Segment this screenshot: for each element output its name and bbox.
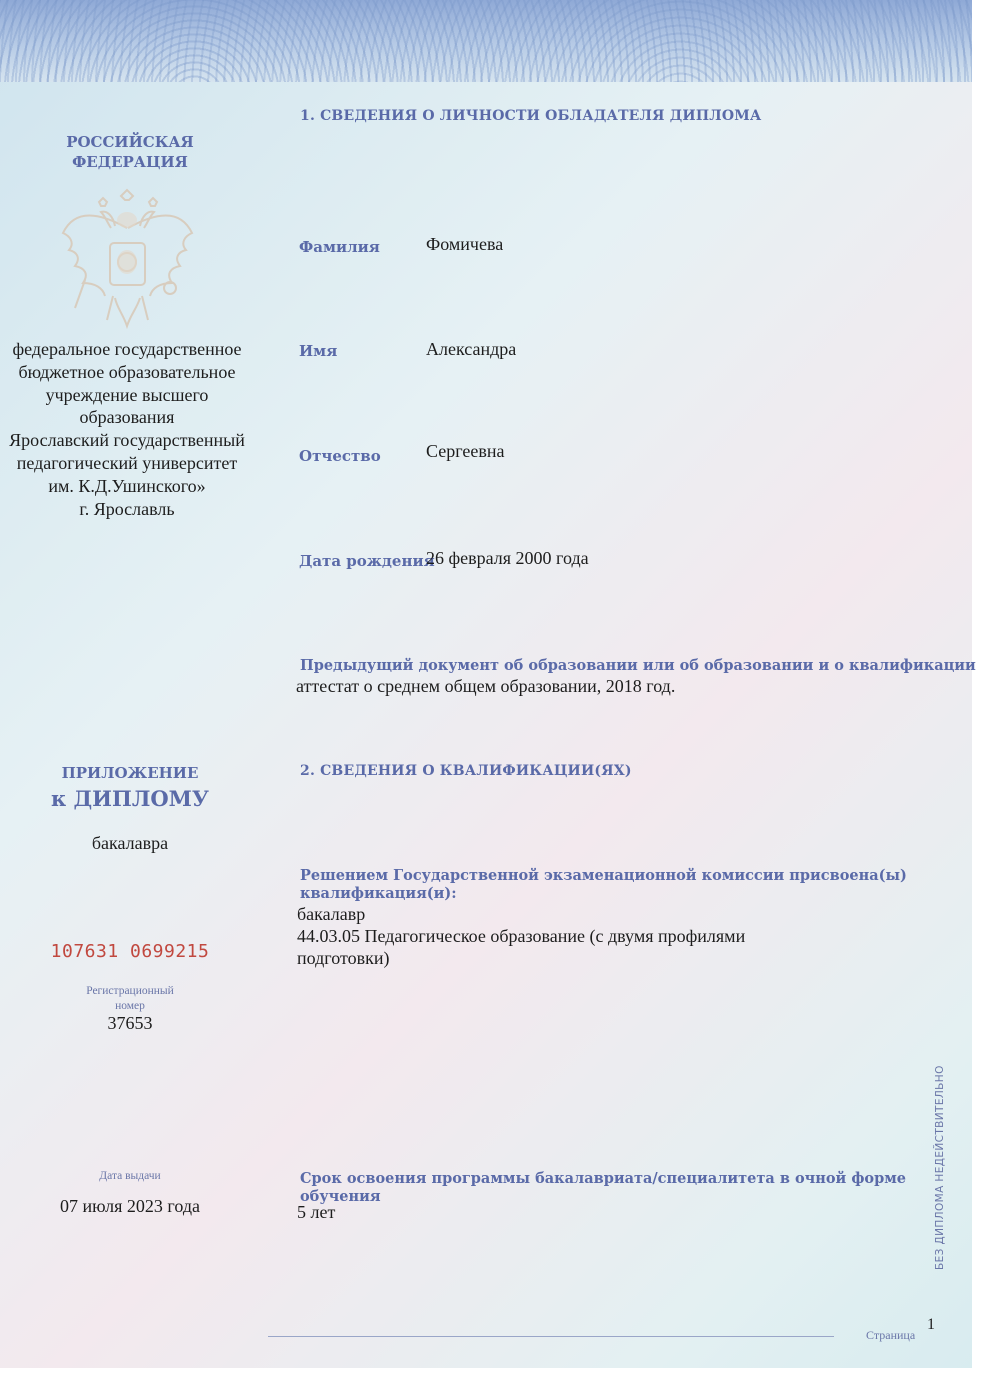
patronymic-label: Отчество [299, 447, 381, 465]
study-duration-value: 5 лет [297, 1202, 336, 1222]
qualification-value [297, 903, 745, 969]
name-value: Александра [426, 339, 517, 359]
org-line: бюджетное образовательное [18, 361, 236, 382]
qualification-line-1: бакалавр [297, 904, 366, 924]
section-2-title: 2. СВЕДЕНИЯ О КВАЛИФИКАЦИИ(ЯХ) [300, 763, 632, 779]
patronymic-value: Сергеевна [426, 441, 505, 461]
country-heading [0, 132, 260, 172]
org-line: учреждение высшего [45, 384, 209, 405]
registration-number-label [0, 984, 260, 1014]
issue-date: 07 июля 2023 года [60, 1196, 200, 1216]
country-line-1: РОССИЙСКАЯ [66, 133, 194, 151]
registration-label-line-1: Регистрационный [86, 985, 174, 997]
appendix-title-line-1: ПРИЛОЖЕНИЕ [61, 764, 199, 782]
study-duration-label [300, 1170, 906, 1206]
decorative-top-band [0, 0, 972, 82]
name-label: Имя [299, 342, 338, 360]
org-line: им. К.Д.Ушинского» [48, 475, 206, 496]
org-line: образования [79, 407, 175, 428]
country-line-2: ФЕДЕРАЦИЯ [72, 153, 188, 171]
qualification-line-3: подготовки) [297, 948, 390, 968]
birth-date-label: Дата рождения [299, 552, 435, 570]
previous-document-label: Предыдущий документ об образовании или об образовании и о квалификации [300, 657, 976, 674]
validity-note: БЕЗ ДИПЛОМА НЕДЕЙСТВИТЕЛЬНО [934, 1065, 946, 1270]
page-margin-right [972, 0, 1000, 1376]
page-label: Страница [866, 1328, 916, 1342]
org-line: г. Ярославль [79, 498, 175, 519]
surname-value: Фомичева [426, 234, 504, 254]
appendix-title-line-2: к ДИПЛОМУ [51, 786, 209, 811]
page-margin-bottom [0, 1368, 1000, 1376]
issue-date-label: Дата выдачи [99, 1170, 161, 1182]
organization-name [0, 338, 258, 520]
org-line: федеральное государственное [12, 339, 242, 359]
commission-label-line-1: Решением Государственной экзаменационной комиссии присвоена(ы) [300, 867, 907, 884]
qualification-line-2: 44.03.05 Педагогическое образование (с двумя профилями [297, 926, 746, 946]
registration-number: 37653 [107, 1013, 153, 1033]
surname-label: Фамилия [299, 238, 380, 256]
study-duration-label-line-1: Срок освоения программы бакалавриата/специалитета в очной форме [300, 1170, 907, 1187]
serial-number: 107631 0699215 [50, 941, 210, 962]
study-duration-label-line-2: обучения [300, 1188, 381, 1205]
commission-label-line-2: квалификация(и): [300, 885, 457, 902]
section-1-title: 1. СВЕДЕНИЯ О ЛИЧНОСТИ ОБЛАДАТЕЛЯ ДИПЛОМА [300, 108, 762, 124]
degree-level: бакалавра [91, 833, 169, 853]
page-number: 1 [927, 1316, 935, 1333]
birth-date-value: 26 февраля 2000 года [426, 548, 589, 568]
org-line: Ярославский государственный [9, 430, 245, 451]
russian-emblem-icon [55, 188, 200, 338]
org-line: педагогический университет [16, 452, 238, 473]
registration-label-line-2: номер [115, 1000, 145, 1012]
previous-document-value: аттестат о среднем общем образовании, 2018 год. [296, 676, 676, 696]
page-divider-line [268, 1336, 834, 1337]
commission-label [300, 867, 907, 903]
